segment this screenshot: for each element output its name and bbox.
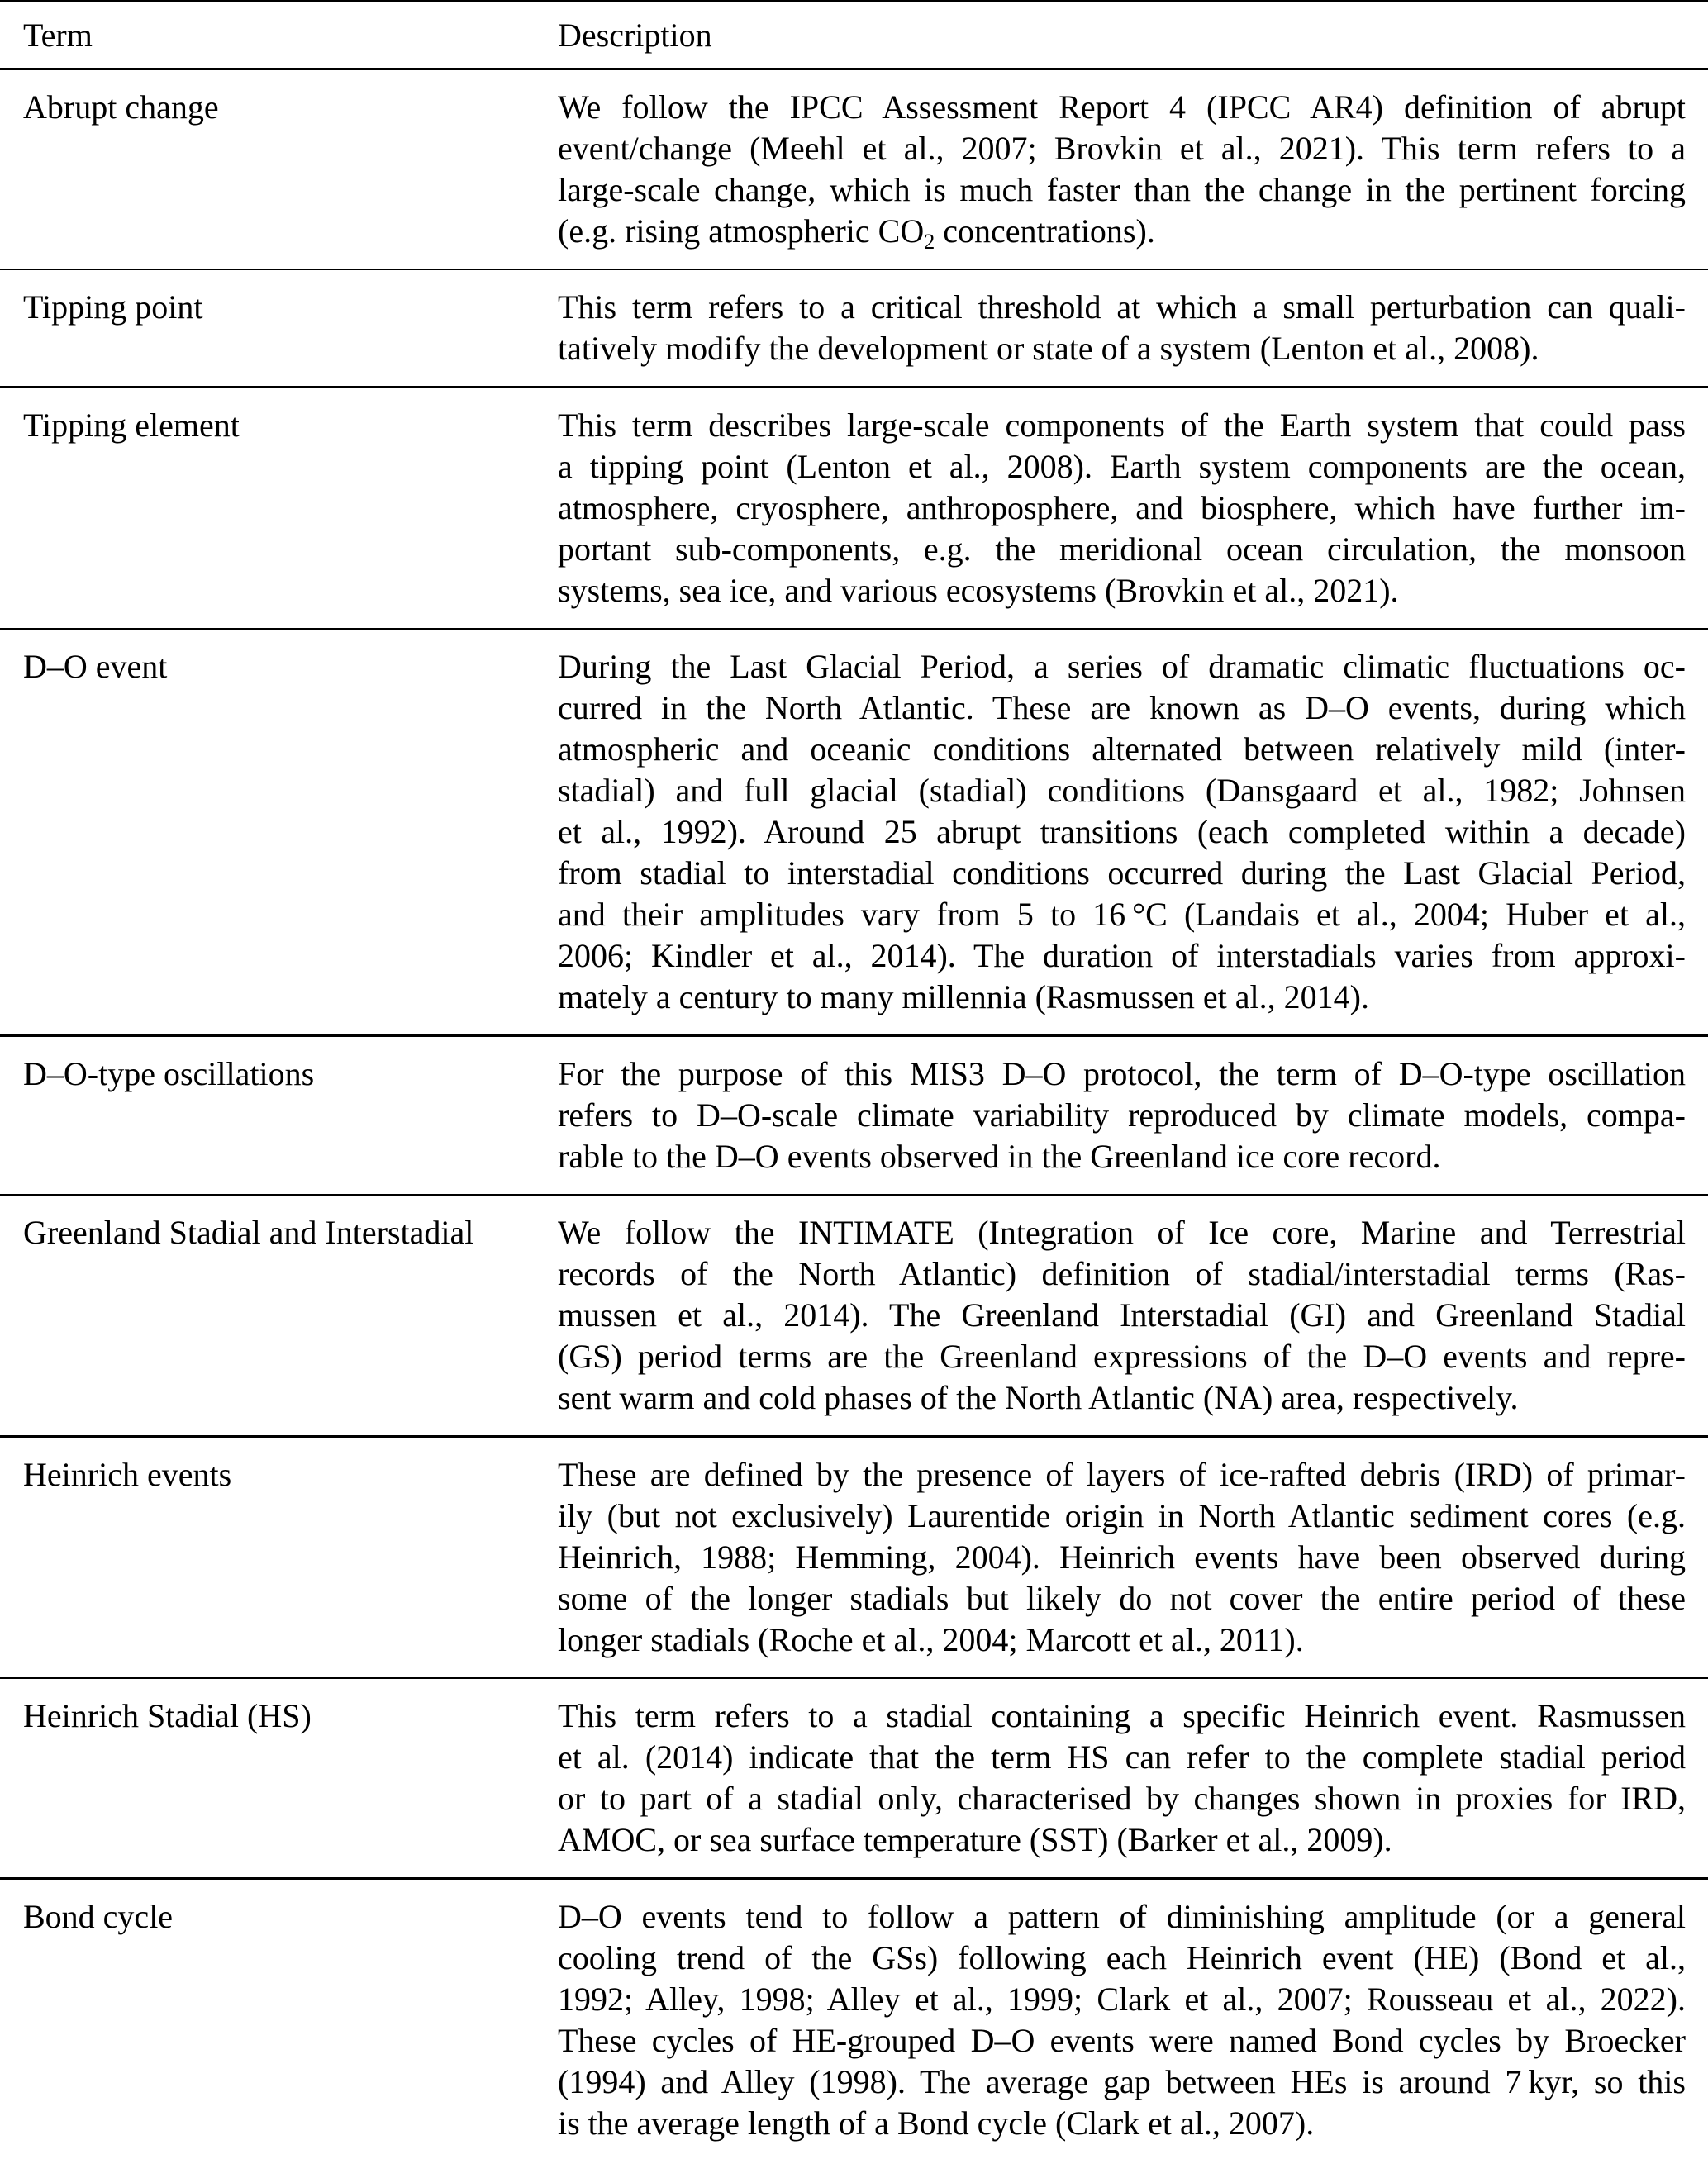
description-line: For the purpose of this MIS3 D–O protocol, the term of D–O-type oscillation (558, 1054, 1686, 1092)
description-line: This term refers to a critical threshold at which a small perturbation can quali- (558, 288, 1686, 326)
description-line: These cycles of HE-grouped D–O events were named Bond cycles by Broecker (558, 2021, 1686, 2059)
co2-line-prefix: (e.g. rising atmospheric CO (558, 212, 925, 250)
table-row (0, 70, 1708, 269)
description-line: This term refers to a stadial containing a specific Heinrich event. Rasmussen (558, 1697, 1686, 1734)
co2-line-suffix: concentrations). (935, 212, 1155, 250)
column-header-description: Description (558, 17, 712, 54)
table-row (0, 630, 1708, 1034)
table-header-row (0, 2, 1708, 68)
description-line: event/change (Meehl et al., 2007; Brovkin et al., 2021). This term refers to a (558, 129, 1686, 167)
description-line: some of the longer stadials but likely do not cover the entire period of these (558, 1579, 1686, 1617)
term-cell: Bond cycle (23, 1897, 174, 1935)
description-line: During the Last Glacial Period, a series of dramatic climatic fluctuations oc- (558, 648, 1686, 685)
description-cell (558, 1454, 1686, 1661)
description-line: This term describes large-scale components of the Earth system that could pass (558, 406, 1686, 444)
description-line: mately a century to many millennia (Rasmussen et al., 2014). (558, 978, 1369, 1015)
description-line: (GS) period terms are the Greenland expressions of the D–O events and repre- (558, 1338, 1686, 1375)
column-header-term: Term (23, 17, 93, 54)
table-row (0, 1438, 1708, 1677)
description-line: AMOC, or sea surface temperature (SST) (Barker et al., 2009). (558, 1821, 1392, 1858)
description-line: rable to the D–O events observed in the Greenland ice core record. (558, 1137, 1441, 1175)
description-line: large-scale change, which is much faster than the change in the pertinent forcing (558, 170, 1686, 208)
description-line (558, 211, 1686, 252)
table-row (0, 270, 1708, 386)
description-cell (558, 87, 1686, 252)
table-row (0, 1037, 1708, 1194)
description-line: stadial) and full glacial (stadial) conditions (Dansgaard et al., 1982; Johnsen (558, 772, 1686, 809)
description-cell (558, 1212, 1686, 1419)
description-line: mussen et al., 2014). The Greenland Interstadial (GI) and Greenland Stadial (558, 1296, 1686, 1334)
description-line: longer stadials (Roche et al., 2004; Marcott et al., 2011). (558, 1620, 1304, 1658)
description-line: a tipping point (Lenton et al., 2008). Earth system components are the ocean, (558, 447, 1686, 485)
description-line: atmosphere, cryosphere, anthroposphere, and biosphere, which have further im- (558, 488, 1686, 526)
description-line: records of the North Atlantic) definition of stadial/interstadial terms (Ras- (558, 1255, 1686, 1292)
description-line: 1992; Alley, 1998; Alley et al., 1999; Clark et al., 2007; Rousseau et al., 2022). (558, 1980, 1686, 2018)
description-line: cooling trend of the GSs) following each Heinrich event (HE) (Bond et al., (558, 1938, 1686, 1976)
term-cell: D–O event (23, 648, 168, 685)
co2-subscript: 2 (924, 229, 935, 254)
description-line: sent warm and cold phases of the North Atlantic (NA) area, respectively. (558, 1379, 1519, 1416)
description-line: et al., 1992). Around 25 abrupt transitions (each completed within a decade) (558, 813, 1686, 850)
description-cell (558, 405, 1686, 611)
description-line: from stadial to interstadial conditions occurred during the Last Glacial Period, (558, 854, 1686, 892)
term-cell: Heinrich events (23, 1455, 232, 1493)
description-line: portant sub-components, e.g. the meridional ocean circulation, the monsoon (558, 530, 1686, 568)
description-line: 2006; Kindler et al., 2014). The duration of interstadials varies from approxi- (558, 937, 1686, 974)
table-row (0, 1679, 1708, 1877)
description-line: refers to D–O-scale climate variability reproduced by climate models, compa- (558, 1096, 1686, 1134)
description-line: et al. (2014) indicate that the term HS can refer to the complete stadial period (558, 1738, 1686, 1776)
description-line: is the average length of a Bond cycle (Clark et al., 2007). (558, 2104, 1315, 2142)
description-cell (558, 1695, 1686, 1861)
description-cell (558, 646, 1686, 1018)
description-line: atmospheric and oceanic conditions alternated between relatively mild (inter- (558, 730, 1686, 768)
description-line: Heinrich, 1988; Hemming, 2004). Heinrich events have been observed during (558, 1538, 1686, 1576)
description-line: We follow the INTIMATE (Integration of Ice core, Marine and Terrestrial (558, 1214, 1686, 1251)
description-line: and their amplitudes vary from 5 to 16 °C (Landais et al., 2004; Huber et al., (558, 896, 1686, 933)
table-row (0, 388, 1708, 628)
term-cell: Greenland Stadial and Interstadial (23, 1214, 474, 1251)
table-row (0, 1196, 1708, 1435)
table-row (0, 1880, 1708, 2159)
description-line: We follow the IPCC Assessment Report 4 (IPCC AR4) definition of abrupt (558, 88, 1686, 126)
description-cell (558, 1053, 1686, 1177)
description-line: D–O events tend to follow a pattern of diminishing amplitude (or a general (558, 1897, 1686, 1935)
term-cell: Abrupt change (23, 88, 219, 126)
description-line: ily (but not exclusively) Laurentide origin in North Atlantic sediment cores (e.g. (558, 1496, 1686, 1534)
description-cell (558, 1896, 1686, 2144)
description-line: curred in the North Atlantic. These are known as D–O events, during which (558, 689, 1686, 726)
term-cell: D–O-type oscillations (23, 1054, 315, 1092)
term-cell: Tipping element (23, 406, 240, 444)
description-line: tatively modify the development or state of a system (Lenton et al., 2008). (558, 330, 1539, 367)
description-line: or to part of a stadial only, characterised by changes shown in proxies for IRD, (558, 1780, 1686, 1817)
description-line: These are defined by the presence of layers of ice-rafted debris (IRD) of primar- (558, 1455, 1686, 1493)
term-cell: Tipping point (23, 288, 203, 326)
description-cell (558, 287, 1686, 369)
term-cell: Heinrich Stadial (HS) (23, 1697, 312, 1734)
description-line: (1994) and Alley (1998). The average gap between HEs is around 7 kyr, so this (558, 2062, 1686, 2100)
description-line: systems, sea ice, and various ecosystems (Brovkin et al., 2021). (558, 571, 1399, 609)
